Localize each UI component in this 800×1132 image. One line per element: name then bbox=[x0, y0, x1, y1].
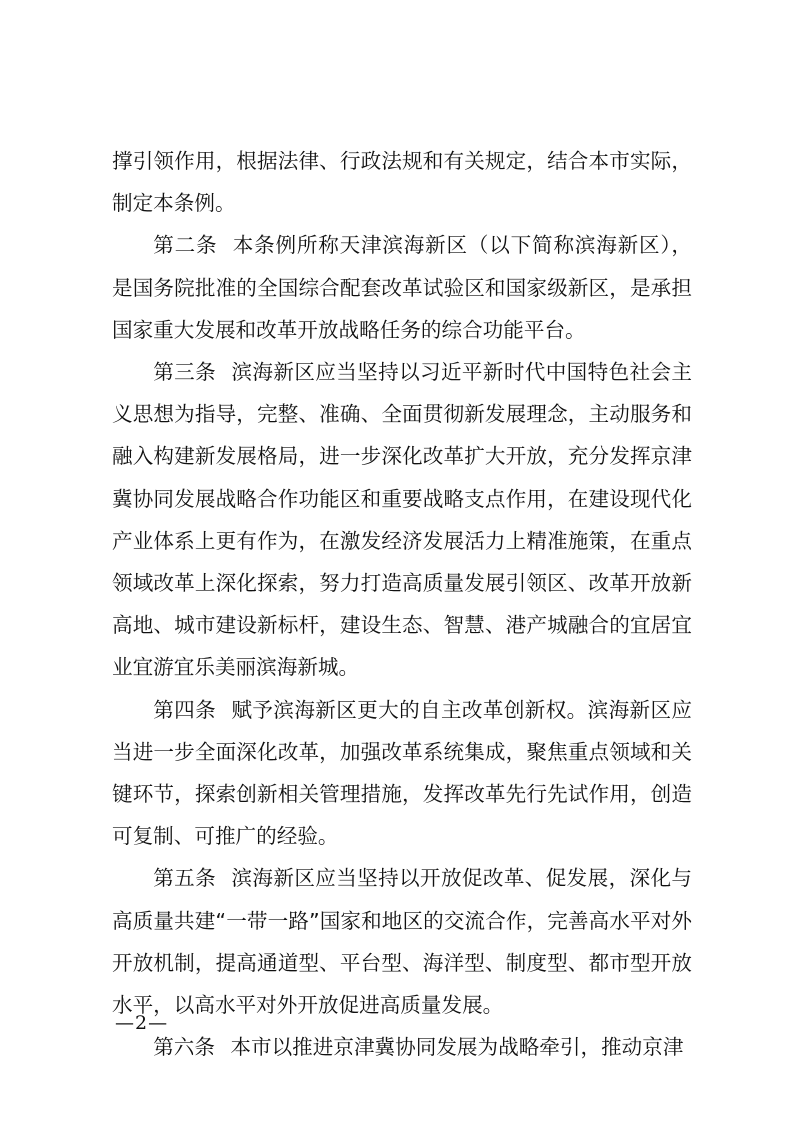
document-body bbox=[112, 140, 692, 1068]
article-text: 赋予滨海新区更大的自主改革创新权。滨海新区应当进一步全面深化改革，加强改革系统集成，聚焦重点领域和关键环节，探索创新相关管理措施，发挥改革先行先试作用，创造可复制、可推广的经验。 bbox=[112, 697, 693, 849]
page-number: —2— bbox=[115, 1012, 169, 1034]
article-text: 滨海新区应当坚持以开放促改革、促发展，深化与高质量共建“一带一路”国家和地区的交流合作，完善高水平对外开放机制，提高通道型、平台型、海洋型、制度型、都市型开放水平，以高水平对外开放促进高质量发展。 bbox=[112, 866, 693, 1018]
article-number: 第五条 bbox=[153, 866, 217, 891]
article-text: 本条例所称天津滨海新区（以下简称滨海新区），是国务院批准的全国综合配套改革试验区和国家级新区，是承担国家重大发展和改革开放战略任务的综合功能平台。 bbox=[112, 233, 693, 342]
paragraph-text: 撑引领作用，根据法律、行政法规和有关规定，结合本市实际，制定本条例。 bbox=[112, 149, 692, 216]
article-number: 第二条 bbox=[153, 233, 218, 258]
paragraph-continuation bbox=[112, 140, 692, 224]
article-number: 第四条 bbox=[153, 697, 217, 722]
article-3 bbox=[112, 351, 692, 689]
article-text: 本市以推进京津冀协同发展为战略牵引，推动京津 bbox=[230, 1035, 684, 1060]
article-2 bbox=[112, 224, 692, 351]
article-number: 第三条 bbox=[153, 360, 217, 385]
article-5 bbox=[112, 857, 692, 1026]
article-text: 滨海新区应当坚持以习近平新时代中国特色社会主义思想为指导，完整、准确、全面贯彻新发展理念，主动服务和融入构建新发展格局，进一步深化改革扩大开放，充分发挥京津冀协同发展战略合作功能区和重要战略支点作用，在建设现代化产业体系上更有作为，在激发经济发展活力上精准施策，在重点领域改革上深化探索，努力打造高质量发展引领区、改革开放新高地、城市建设新标杆，建设生态、智慧、港产城融合的宜居宜业宜游宜乐美丽滨海新城。 bbox=[112, 360, 693, 680]
article-6 bbox=[112, 1026, 692, 1068]
article-4 bbox=[112, 689, 692, 858]
article-number: 第六条 bbox=[153, 1035, 215, 1060]
